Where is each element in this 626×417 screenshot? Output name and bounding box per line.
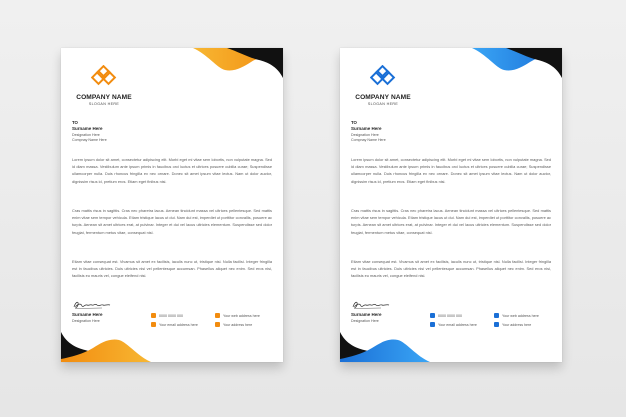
email-text: Your email address here bbox=[438, 322, 477, 327]
phone-icon bbox=[151, 313, 156, 318]
location-icon bbox=[215, 322, 220, 327]
signer-title: Designation Here bbox=[351, 319, 379, 323]
signer-name: Surname Here bbox=[72, 312, 103, 317]
phone-text: 0000 0000 000 bbox=[159, 313, 183, 318]
top-corner-swoosh bbox=[452, 48, 562, 78]
letterhead-orange bbox=[61, 48, 283, 362]
letterhead-blue bbox=[340, 48, 562, 362]
signature bbox=[351, 300, 391, 310]
body-paragraph: Etiam vitae consequat est. Vivamus sit amet ex facilisis, iaculis nunc ut, tristique nisi. Nulla facilisi. Integer fringilla est in faucibus ultricies. Duis ultricies nisi vel pellentesque accumsan. Phasellus aliquet nec enim. Sed eros nisi, facilisis eu mauris vel, congue eleifend nisi. bbox=[72, 259, 272, 279]
website-text: Your web address here bbox=[223, 313, 260, 318]
recipient-name: Surname Here bbox=[351, 126, 382, 131]
body-paragraph: Cras mattis risus in sagittis. Cras nec pharetra lacus. Aenean tincidunt massa vel ultrices pellentesque. Sed mattis enim vitae sem tempor vehicula. Etiam tristique lacus ut dui. Nam dui est, imperdiet ut porttitor convallis, posuere ac turpis. Aenean sit amet ultrices erat, at pulvinar. Integer et dui vel lacus ultricies elementum. Suspendisse sed dolor feugiat, fermentum metus vitae, consequat nisl. bbox=[351, 208, 551, 235]
company-name: COMPANY NAME bbox=[355, 94, 411, 101]
signature bbox=[72, 300, 112, 310]
bottom-corner-swoosh bbox=[340, 332, 450, 362]
recipient-designation: Designation Here bbox=[351, 133, 379, 137]
email-icon bbox=[430, 322, 435, 327]
email-icon bbox=[151, 322, 156, 327]
contact-phone bbox=[430, 313, 462, 318]
contact-email bbox=[430, 322, 477, 327]
contact-email bbox=[151, 322, 198, 327]
signer-name: Surname Here bbox=[351, 312, 382, 317]
contact-address bbox=[215, 322, 252, 327]
phone-text: 0000 0000 000 bbox=[438, 313, 462, 318]
body-paragraph: Etiam vitae consequat est. Vivamus sit amet ex facilisis, iaculis nunc ut, tristique nisi. Nulla facilisi. Integer fringilla est in faucibus ultricies. Duis ultricies nisi vel pellentesque accumsan. Phasellus aliquet nec enim. Sed eros nisi, facilisis eu mauris vel, congue eleifend nisi. bbox=[351, 259, 551, 279]
body-paragraph: Lorem ipsum dolor sit amet, consectetur adipiscing elit. Morbi eget mi vitae sem lobortis, non vulputate magna. Sed id diam massa. Vestibulum ante ipsum primis in faucibus orci luctus et ultrices posuere cubilia curae; Suspendisse ullamcorper nulla. Duis rhoncus fringilla ex nec ornare. Donec sit amet ipsum vitae lectus. Nam ut dolor auctor, dignissim risus id, pretium eros. Etiam eget finibus nisi. bbox=[351, 157, 551, 184]
website-text: Your web address here bbox=[502, 313, 539, 318]
address-text: Your address here bbox=[223, 322, 253, 327]
email-text: Your email address here bbox=[159, 322, 198, 327]
body-paragraph: Lorem ipsum dolor sit amet, consectetur adipiscing elit. Morbi eget mi vitae sem lobortis, non vulputate magna. Sed id diam massa. Vestibulum ante ipsum primis in faucibus orci luctus et ultrices posuere cubilia curae; Suspendisse ullamcorper nulla. Duis rhoncus fringilla ex nec ornare. Donec sit amet ipsum vitae lectus. Nam ut dolor auctor, dignissim risus id, pretium eros. Etiam eget finibus nisi. bbox=[72, 157, 272, 184]
company-logo-icon bbox=[91, 65, 117, 91]
body-paragraph: Cras mattis risus in sagittis. Cras nec pharetra lacus. Aenean tincidunt massa vel ultrices pellentesque. Sed mattis enim vitae sem tempor vehicula. Etiam tristique lacus ut dui. Nam dui est, imperdiet ut porttitor convallis, posuere ac turpis. Aenean sit amet ultrices erat, at pulvinar. Integer et dui vel lacus ultricies elementum. Suspendisse sed dolor feugiat, fermentum metus vitae, consequat nisl. bbox=[72, 208, 272, 235]
address-text: Your address here bbox=[502, 322, 532, 327]
bottom-corner-swoosh bbox=[61, 332, 171, 362]
company-logo-icon bbox=[370, 65, 396, 91]
company-slogan: SLOGAN HERE bbox=[367, 102, 399, 106]
recipient-company: Compnay Name Here bbox=[72, 138, 107, 142]
signer-title: Designation Here bbox=[72, 319, 100, 323]
contact-phone bbox=[151, 313, 183, 318]
globe-icon bbox=[215, 313, 220, 318]
company-name: COMPANY NAME bbox=[76, 94, 132, 101]
recipient-name: Surname Here bbox=[72, 126, 103, 131]
company-slogan: SLOGAN HERE bbox=[88, 102, 120, 106]
contact-website bbox=[215, 313, 260, 318]
recipient-designation: Designation Here bbox=[72, 133, 100, 137]
contact-website bbox=[494, 313, 539, 318]
top-corner-swoosh bbox=[173, 48, 283, 78]
to-label: TO bbox=[72, 120, 78, 125]
location-icon bbox=[494, 322, 499, 327]
phone-icon bbox=[430, 313, 435, 318]
contact-address bbox=[494, 322, 531, 327]
globe-icon bbox=[494, 313, 499, 318]
recipient-company: Compnay Name Here bbox=[351, 138, 386, 142]
to-label: TO bbox=[351, 120, 357, 125]
